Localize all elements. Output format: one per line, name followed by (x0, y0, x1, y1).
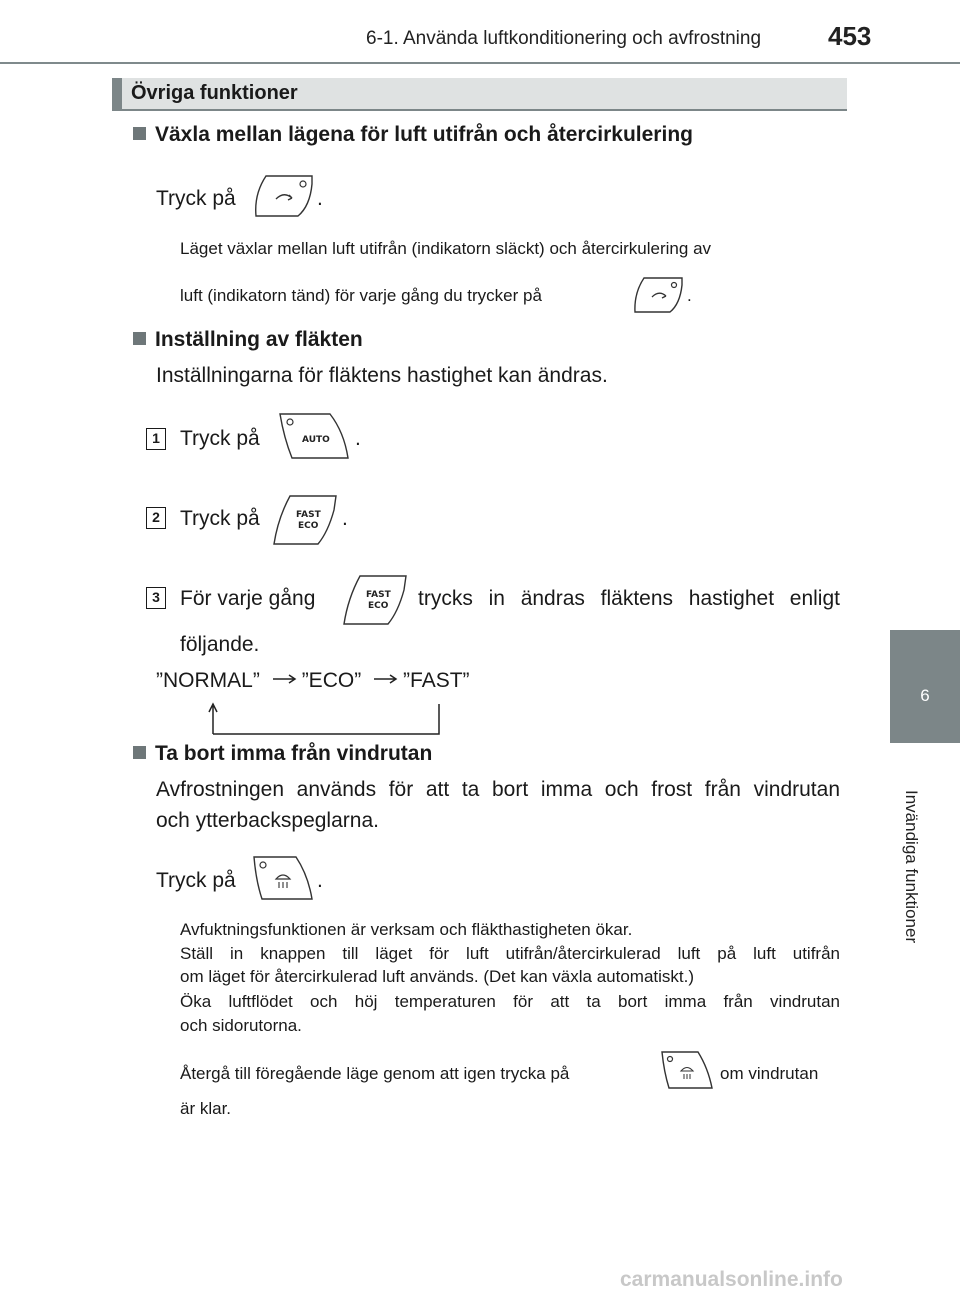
page-number: 453 (828, 21, 872, 51)
auto-button-icon (278, 412, 350, 460)
recirc-note-end: . (687, 286, 692, 305)
bullet-square-icon (133, 127, 146, 140)
recirculation-button-icon-small (632, 276, 684, 314)
fan-heading: Inställning av fläkten (133, 328, 363, 352)
sequence-fast: ”FAST” (403, 669, 470, 692)
step-3-text-b: trycks in ändras fläktens hastighet enligt (418, 587, 840, 610)
defrost-intro-line2: och ytterbackspeglarna. (156, 809, 379, 832)
step-2-end: . (342, 507, 348, 530)
defrost-instruction: Tryck på (156, 869, 236, 892)
recirc-heading: Växla mellan lägena för luft utifrån och återcirkulering (133, 123, 693, 147)
step-2-text: Tryck på (180, 507, 260, 530)
sequence-eco: ”ECO” (301, 669, 362, 692)
defrost-period: . (317, 869, 323, 892)
defrost-note3-line1: Öka luftflödet och höj temperaturen för att ta bort imma från vindrutan (180, 992, 840, 1011)
section-title: Övriga funktioner (131, 82, 298, 104)
defrost-note1: Avfuktningsfunktionen är verksam och fläkthastigheten ökar. (180, 920, 633, 939)
recirc-period: . (317, 187, 323, 210)
recirc-note-line2: luft (indikatorn tänd) för varje gång du trycker på (180, 286, 542, 305)
step-number-3: 3 (146, 587, 166, 609)
step-1-end: . (355, 427, 361, 450)
defrost-note4-b: om vindrutan (720, 1064, 819, 1083)
header-divider (0, 62, 960, 64)
step-3-text-c: följande. (180, 633, 260, 656)
defrost-intro-line1: Avfrostningen används för att ta bort imma och frost från vindrutan (156, 778, 840, 801)
fan-sequence (156, 669, 470, 693)
chapter-title: 6-1. Använda luftkonditionering och avfrostning (366, 28, 762, 49)
section-accent (112, 78, 122, 109)
defrost-note2-line1: Ställ in knappen till läget för luft utifrån/återcirkulerad luft på luft utifrån (180, 944, 840, 963)
recirc-note-line1: Läget växlar mellan luft utifrån (indikatorn släckt) och återcirkulering av (180, 239, 712, 258)
watermark: carmanualsonline.info (620, 1268, 843, 1291)
fast-label-2: FAST (366, 590, 391, 600)
chapter-tab[interactable] (890, 630, 960, 743)
defrost-heading: Ta bort imma från vindrutan (133, 742, 432, 766)
chapter-tab-label: Invändiga funktioner (902, 790, 921, 944)
bullet-square-icon (133, 746, 146, 759)
step-3-text-a: För varje gång (180, 587, 316, 610)
step-number-2: 2 (146, 507, 166, 529)
sequence-normal: ”NORMAL” (156, 669, 260, 692)
windshield-defrost-button-icon (252, 855, 314, 901)
auto-button-label: AUTO (302, 435, 330, 445)
eco-label-2: ECO (368, 601, 389, 611)
defrost-note4-a: Återgå till föregående läge genom att igen trycka på (180, 1064, 570, 1083)
fan-intro: Inställningarna för fläktens hastighet kan ändras. (156, 364, 608, 387)
defrost-note4-c: är klar. (180, 1099, 232, 1118)
recirc-instruction: Tryck på (156, 187, 236, 210)
fast-eco-button-icon-2 (342, 574, 408, 626)
step-1-text: Tryck på (180, 427, 260, 450)
arrow-right-icon (373, 673, 399, 685)
step-number-1: 1 (146, 428, 166, 450)
chapter-tab-number: 6 (920, 686, 930, 705)
loop-back-arrow-icon (205, 700, 445, 736)
defrost-note2-line2: om läget för återcirkulerad luft används. (Det kan växla automatiskt.) (180, 967, 695, 986)
bullet-square-icon (133, 332, 146, 345)
section-title-bar (112, 78, 847, 111)
eco-label: ECO (298, 521, 319, 531)
windshield-defrost-button-icon-small (660, 1050, 714, 1090)
arrow-right-icon (272, 673, 298, 685)
fast-eco-button-icon (272, 494, 338, 546)
fast-label: FAST (296, 510, 321, 520)
defrost-note3-line2: och sidorutorna. (180, 1016, 302, 1035)
recirculation-button-icon (252, 174, 314, 218)
